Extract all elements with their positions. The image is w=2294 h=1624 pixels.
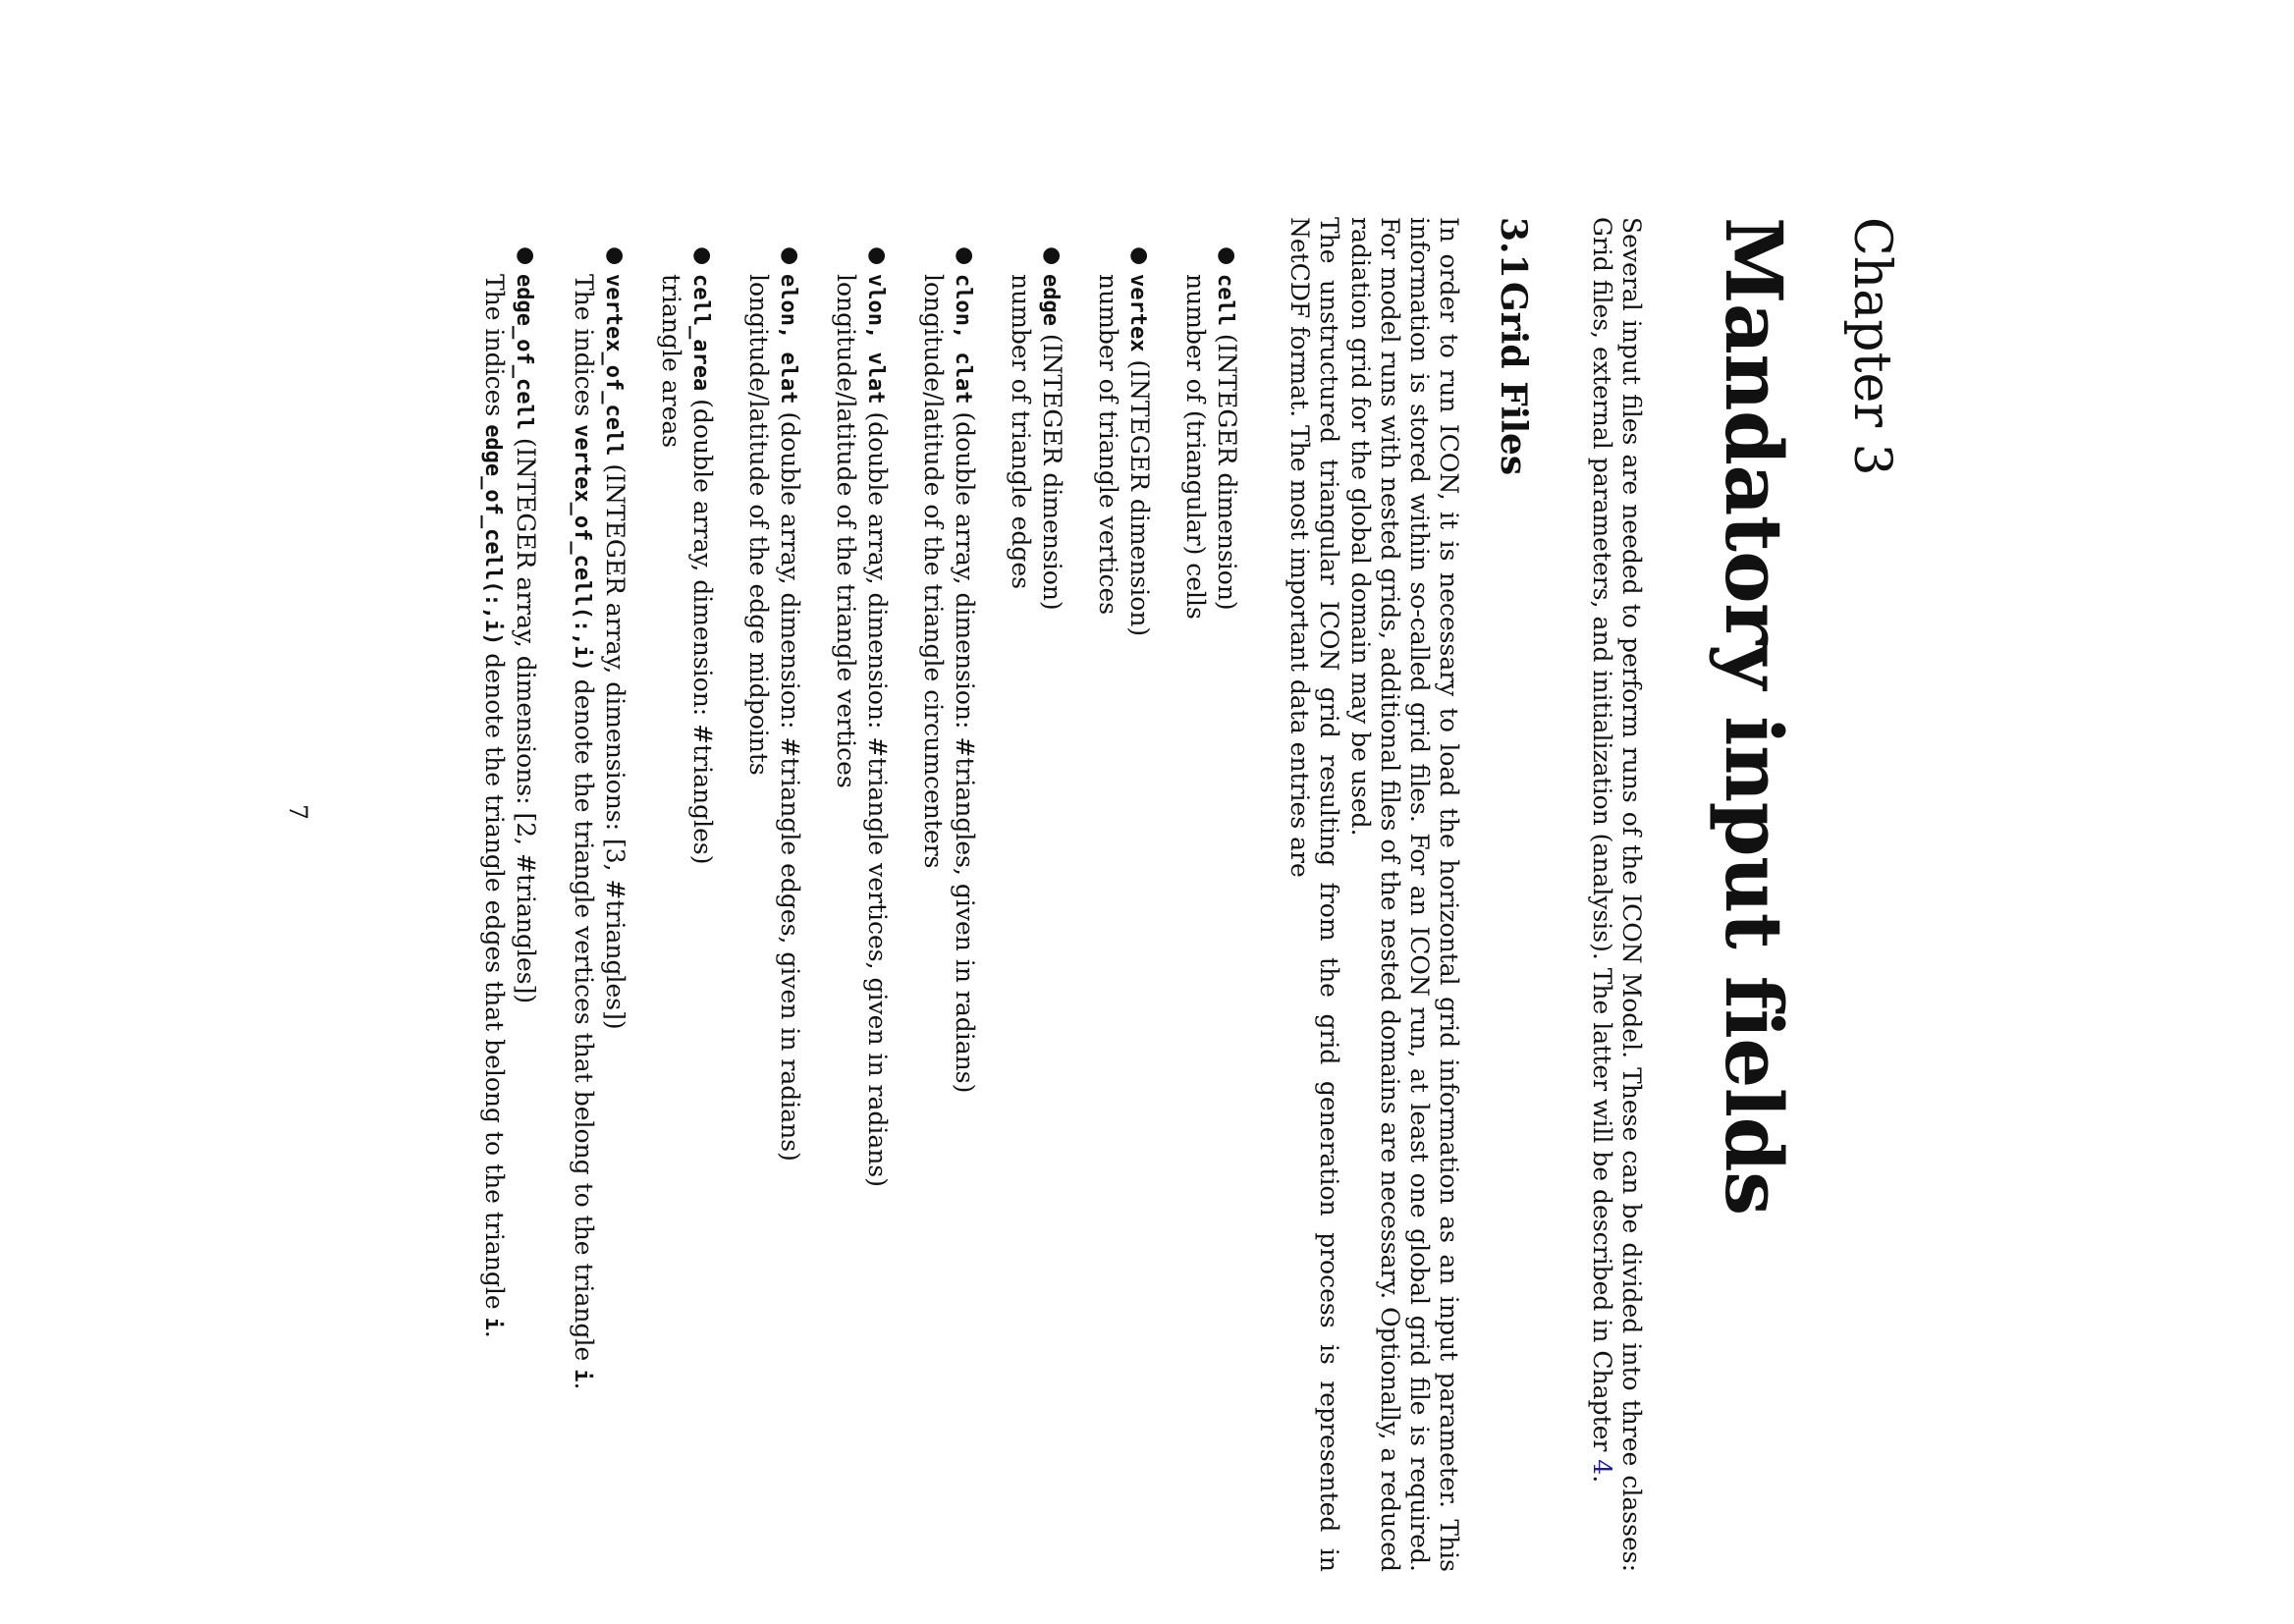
entry-desc-text: The indices	[570, 274, 598, 425]
list-item	[477, 246, 540, 1572]
list-item	[1180, 246, 1241, 1572]
intro-text-end: .	[1588, 1475, 1616, 1484]
entry-name: vertex	[1125, 274, 1150, 352]
entry-name: cell	[1213, 274, 1237, 326]
entry-type: (double array, dimension: #triangle vertices, given in radians)	[863, 404, 892, 1187]
entry-description: triangle areas	[657, 274, 685, 449]
entry-name: edge	[1038, 274, 1063, 326]
entry-name: vlon, vlat	[863, 274, 888, 405]
entry-desc-index: i	[570, 1369, 594, 1382]
entry-description: longitude/latitude of the triangle vertices	[832, 274, 860, 788]
entry-description: number of triangle vertices	[1094, 274, 1122, 616]
entry-name: vertex_of_cell	[601, 274, 626, 457]
entry-type: (INTEGER dimension)	[1038, 325, 1066, 611]
chapter-reference-link[interactable]: 4	[1588, 1459, 1616, 1476]
entry-desc-text: .	[480, 1329, 509, 1338]
entry-type: (INTEGER dimension)	[1125, 352, 1154, 637]
bullet-icon: ●	[1040, 246, 1065, 266]
chapter-title: Mandatory input fields	[1708, 217, 1800, 1216]
section-number: 3.1	[1493, 217, 1534, 279]
page-content	[451, 217, 1901, 1572]
entry-desc-text: denote the triangle vertices that belong to the triangle	[570, 671, 598, 1370]
entry-desc-text: .	[570, 1381, 598, 1390]
entry-type: (double array, dimension: #triangles, given in radians)	[951, 404, 979, 1094]
page-number: 7	[284, 804, 312, 820]
bullet-icon: ●	[778, 246, 802, 266]
entry-description: longitude/latitude of the edge midpoints	[744, 274, 773, 776]
entry-name: clon, clat	[951, 274, 975, 405]
grid-files-paragraph: In order to run ICON, it is necessary to load the horizontal grid information as an input parameter. This information is stored within so-called grid files. For an ICON run, at least one global grid file is required. For model runs with nested grids, additional files of the nested domains are necessary. Optionally, a reduced radiation grid for the global domain may be used.	[1346, 217, 1463, 1572]
list-item	[1006, 246, 1066, 1572]
entry-type: (double array, dimension: #triangle edges, given in radians)	[776, 404, 804, 1162]
bullet-icon: ●	[865, 246, 890, 266]
entry-description	[477, 274, 509, 1572]
chapter-number: Chapter 3	[1842, 217, 1901, 476]
entry-desc-text: The indices	[480, 274, 509, 425]
list-item	[743, 246, 804, 1572]
bullet-icon: ●	[1215, 246, 1239, 266]
section-title: Grid Files	[1493, 282, 1534, 476]
entry-type: (INTEGER array, dimensions: [3, #triangles])	[601, 456, 629, 1030]
entry-desc-code: edge_of_cell(:,i)	[480, 424, 505, 646]
entry-type: (INTEGER dimension)	[1213, 325, 1241, 611]
entry-name: elon, elat	[776, 274, 800, 405]
list-item	[918, 246, 979, 1572]
entry-description: number of (triangular) cells	[1181, 274, 1210, 620]
entry-description: longitude/latitude of the triangle circumcenters	[919, 274, 948, 869]
bullet-icon: ●	[953, 246, 977, 266]
section-heading	[1493, 217, 1534, 1572]
list-item	[831, 246, 892, 1572]
entry-name: cell_area	[688, 274, 713, 392]
list-item	[1093, 246, 1154, 1572]
entry-type: (double array, dimension: #triangles)	[688, 391, 717, 865]
bullet-icon: ●	[690, 246, 715, 266]
list-item	[567, 246, 629, 1572]
data-entries-list	[477, 217, 1241, 1572]
list-item	[656, 246, 717, 1572]
bullet-icon: ●	[603, 246, 628, 266]
bullet-icon: ●	[1127, 246, 1152, 266]
entry-name: edge_of_cell	[512, 274, 536, 430]
entry-type: (INTEGER array, dimensions: [2, #triangles])	[512, 429, 540, 1004]
entry-desc-index: i	[480, 1317, 505, 1330]
entry-description	[567, 274, 598, 1572]
intro-paragraph	[1587, 217, 1646, 1572]
bullet-icon: ●	[514, 246, 538, 266]
entry-desc-code: vertex_of_cell(:,i)	[570, 424, 594, 672]
intro-text: Several input files are needed to perform runs of the ICON Model. These can be divided into three classes: Grid files, external parameters, and initialization (analysis). The latter will be described in Chapter	[1588, 217, 1646, 1572]
entry-desc-text: denote the triangle edges that belong to the triangle	[480, 645, 509, 1318]
entry-description: number of triangle edges	[1007, 274, 1035, 590]
netcdf-paragraph: The unstructured triangular ICON grid resulting from the grid generation process is represented in NetCDF format. The most important data entries are	[1285, 217, 1343, 1572]
